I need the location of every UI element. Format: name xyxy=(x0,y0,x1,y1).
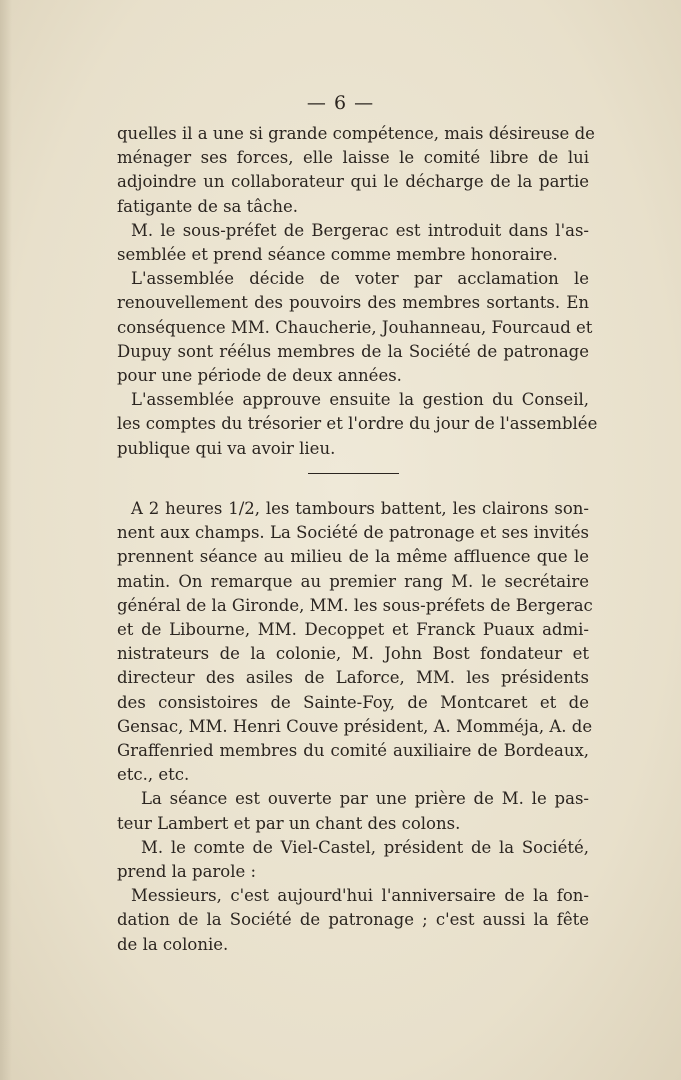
text-line: M. le sous-préfet de Bergerac est introduit dans l'as- xyxy=(131,220,589,240)
text-line: Dupuy sont réélus membres de la Société de patronage xyxy=(117,341,589,361)
text-line: fatigante de sa tâche. xyxy=(117,196,298,216)
text-line: etc., etc. xyxy=(117,765,190,785)
text-line: dation de la Société de patronage ; c'est aussi la fête xyxy=(117,910,589,930)
text-line: de la colonie. xyxy=(117,934,229,954)
text-line: nent aux champs. La Société de patronage et ses invités xyxy=(117,523,589,543)
text-line: Graffenried membres du comité auxiliaire de Bordeaux, xyxy=(117,741,589,761)
text-line: L'assemblée décide de voter par acclamation le xyxy=(131,269,589,289)
text-line: ménager ses forces, elle laisse le comité libre de lui xyxy=(117,148,589,168)
paragraph xyxy=(117,497,593,787)
text-line: L'assemblée approuve ensuite la gestion du Conseil, xyxy=(131,390,589,410)
text-section-1 xyxy=(117,122,598,461)
page-number: — 6 — xyxy=(306,92,375,114)
text-line: nistrateurs de la colonie, M. John Bost fondateur et xyxy=(117,644,589,664)
text-line: A 2 heures 1/2, les tambours battent, les clairons son- xyxy=(131,499,589,518)
text-line: Gensac, MM. Henri Couve président, A. Momméja, A. de xyxy=(117,716,593,736)
text-line: M. le comte de Viel-Castel, président de la Société, xyxy=(141,837,589,857)
paragraph xyxy=(117,219,589,267)
paragraph xyxy=(117,122,595,219)
text-line: des consistoires de Sainte-Foy, de Montcaret et de xyxy=(117,692,589,712)
text-line: semblée et prend séance comme membre honoraire. xyxy=(117,245,558,265)
text-line: les comptes du trésorier et l'ordre du jour de l'assemblée xyxy=(117,414,598,434)
text-line: adjoindre un collaborateur qui le décharge de la partie xyxy=(117,172,589,192)
text-line: prend la parole : xyxy=(117,862,257,882)
text-line: général de la Gironde, MM. les sous-préfets de Bergerac xyxy=(117,595,593,615)
text-line: prennent séance au milieu de la même affluence que le xyxy=(117,547,589,567)
text-line: directeur des asiles de Laforce, MM. les présidents xyxy=(117,668,589,688)
text-line: et de Libourne, MM. Decoppet et Franck Puaux admi- xyxy=(117,620,589,640)
text-line: quelles il a une si grande compétence, mais désireuse de xyxy=(117,124,595,143)
paragraph xyxy=(117,267,593,388)
text-line: La séance est ouverte par une prière de M. le pas- xyxy=(141,789,589,809)
text-line: teur Lambert et par un chant des colons. xyxy=(117,813,461,833)
text-line: matin. On remarque au premier rang M. le secrétaire xyxy=(117,571,589,591)
paragraph xyxy=(117,388,598,461)
text-line: renouvellement des pouvoirs des membres sortants. En xyxy=(117,293,589,313)
paragraph xyxy=(117,787,589,835)
text-section-2 xyxy=(117,497,593,957)
page-edge-shadow xyxy=(0,0,12,1080)
text-line: Messieurs, c'est aujourd'hui l'anniversaire de la fon- xyxy=(131,886,589,906)
text-line: conséquence MM. Chaucherie, Jouhanneau, Fourcaud et xyxy=(117,317,593,337)
paragraph xyxy=(117,836,589,884)
text-line: publique qui va avoir lieu. xyxy=(117,438,336,458)
section-separator xyxy=(308,473,399,474)
paragraph xyxy=(117,884,589,957)
text-line: pour une période de deux années. xyxy=(117,366,402,386)
